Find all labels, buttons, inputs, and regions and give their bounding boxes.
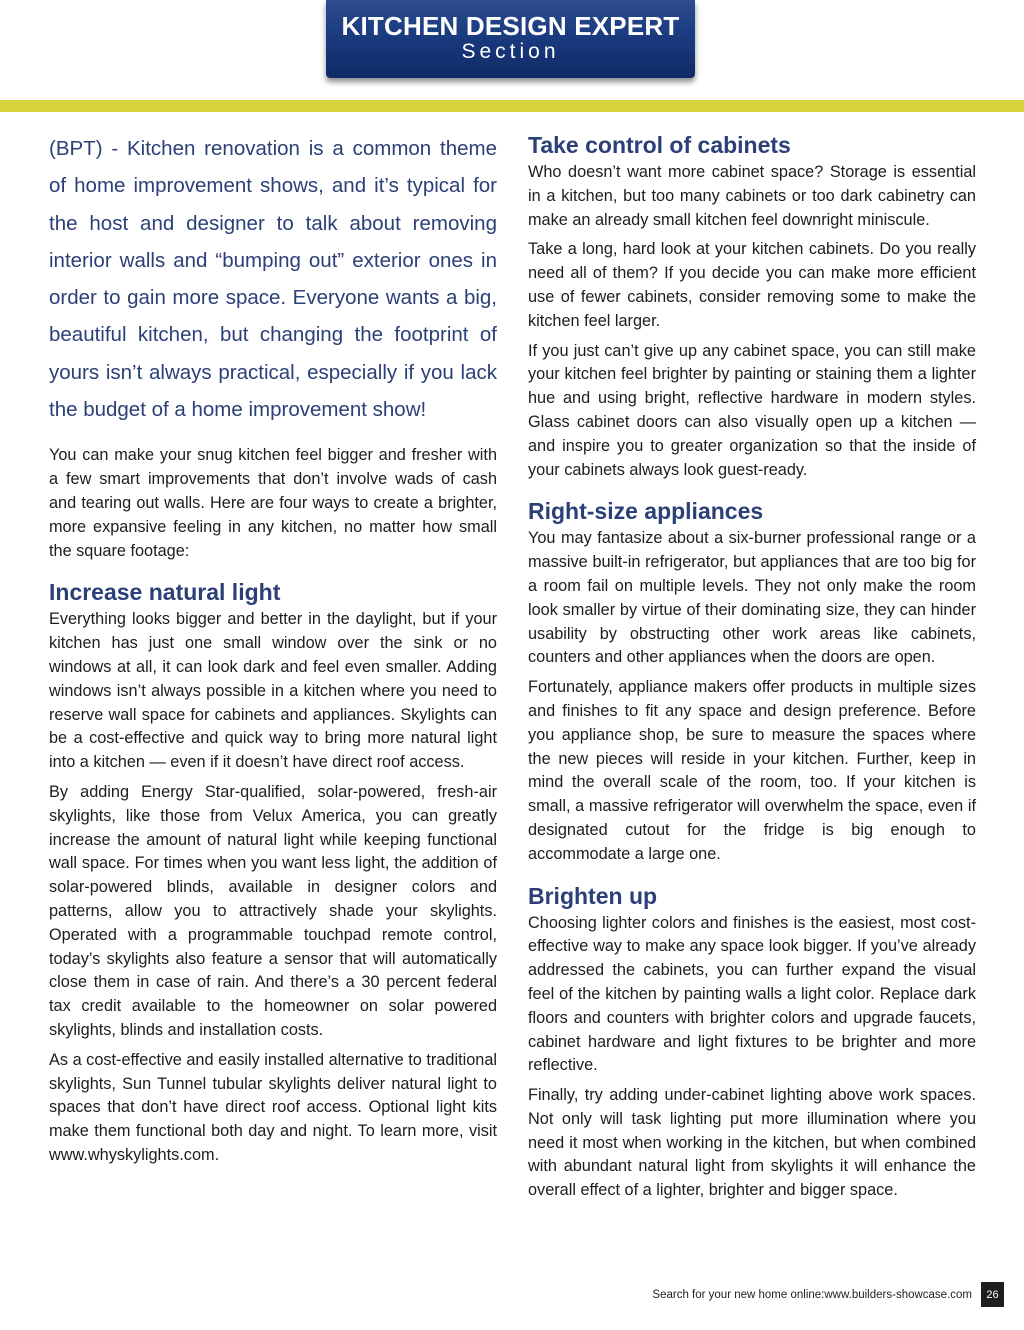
banner-title: KITCHEN DESIGN EXPERT	[341, 11, 680, 41]
section-paragraph: As a cost-effective and easily installed alternative to traditional skylights, Sun Tunnel tubular skylights deliver natural light to spaces that don’t have direct roof access. Optional light kits make them functional both day and night. To learn more, visit www.whyskylights.com.	[49, 1050, 497, 1164]
article-intro: You can make your snug kitchen feel bigger and fresher with a few smart improvements that don’t involve wads of cash and tearing out walls. Here are four ways to create a brighter, more expansive feeling in any kitchen, no matter how small the square footage:	[49, 446, 497, 560]
article-lead: (BPT) - Kitchen renovation is a common theme of home improvement shows, and it’s typical for the host and designer to talk about removing interior walls and “bumping out” exterior ones in order to gain more space. Everyone wants a big, beautiful kitchen, but changing the footprint of yours isn’t always practical, especially if you lack the budget of a home improvement show!	[49, 137, 497, 422]
section-banner	[326, 0, 695, 78]
section-heading: Increase natural light	[49, 579, 281, 606]
footer-text: Search for your new home online:www.builders-showcase.com	[652, 1288, 972, 1301]
page-number: 26	[981, 1282, 1004, 1307]
left-column	[49, 130, 497, 1174]
section-paragraph: If you just can’t give up any cabinet space, you can still make your kitchen feel brighter by painting or staining them a lighter hue and using bright, reflective hardware in modern styles. Glass cabinet doors can also visually open up a kitchen — and inspire you to greater organization so that the inside of your cabinets always look guest-ready.	[528, 341, 976, 479]
section-heading: Take control of cabinets	[528, 132, 791, 158]
section-paragraph: Finally, try adding under-cabinet lighting above work spaces. Not only will task lighting put more illumination where you need it most when working in the kitchen, but when combined with abundant natural light from skylights it will enhance the overall effect of a lighter, brighter and bigger space.	[528, 1086, 976, 1200]
section-paragraph: Take a long, hard look at your kitchen cabinets. Do you really need all of them? If you decide you can make more efficient use of fewer cabinets, consider removing some to make the kitchen feel larger.	[528, 240, 976, 330]
section-heading: Right-size appliances	[528, 498, 764, 525]
section-paragraph: You may fantasize about a six-burner professional range or a massive built-in refrigerator, but appliances that are too big for a room fail on multiple levels. They not only make the room look smaller by virtue of their dominating size, they can hinder usability by obstructing other work areas like cabinets, counters and other appliances when the doors are open.	[528, 529, 976, 667]
section-paragraph: By adding Energy Star-qualified, solar-powered, fresh-air skylights, like those from Velux America, you can greatly increase the amount of natural light while keeping functional wall space. For times when you want less light, the addition of solar-powered blinds, available in designer colors and patterns, allow you to attractively shade your skylights. Operated with a programmable touchpad remote control, today’s skylights also feature a sensor that will automatically close them in case of rain. And there’s a 30 percent federal tax credit available to the homeowner on solar powered skylights, blinds and installation costs.	[49, 782, 497, 1039]
right-column	[528, 130, 976, 1209]
section-paragraph: Who doesn’t want more cabinet space? Storage is essential in a kitchen, but too many cabinets or too dark cabinetry can make an already small kitchen feel downright miniscule.	[528, 163, 976, 229]
section-paragraph: Everything looks bigger and better in the daylight, but if your kitchen has just one small window over the sink or no windows at all, it can look dark and feel even smaller. Adding windows isn’t always possible in a kitchen where you need to reserve wall space for cabinets and appliances. Skylights can be a cost-effective and quick way to bring more natural light into a kitchen — even if it doesn’t have direct roof access.	[49, 610, 497, 772]
banner-subtitle: Section	[461, 40, 560, 63]
page-footer	[652, 1282, 1004, 1307]
header-divider	[0, 100, 1024, 112]
section-heading: Brighten up	[528, 882, 658, 909]
section-paragraph: Fortunately, appliance makers offer products in multiple sizes and finishes to fit any space and design preference. Before you appliance shop, be sure to measure the spaces where the new pieces will reside in your kitchen. Further, keep in mind the overall scale of the room, too. If your kitchen is small, a massive refrigerator will overwhelm the space, even if designated cutout for the fridge is big enough to accommodate a large one.	[528, 678, 976, 863]
section-paragraph: Choosing lighter colors and finishes is the easiest, most cost-effective way to make any space look bigger. If you’ve already addressed the cabinets, you can further expand the visual feel of the kitchen by painting walls a light color. Replace dark floors and counters with brighter colors and upgrade faucets, cabinet hardware and light fixtures to be brighter and more reflective.	[528, 913, 976, 1075]
